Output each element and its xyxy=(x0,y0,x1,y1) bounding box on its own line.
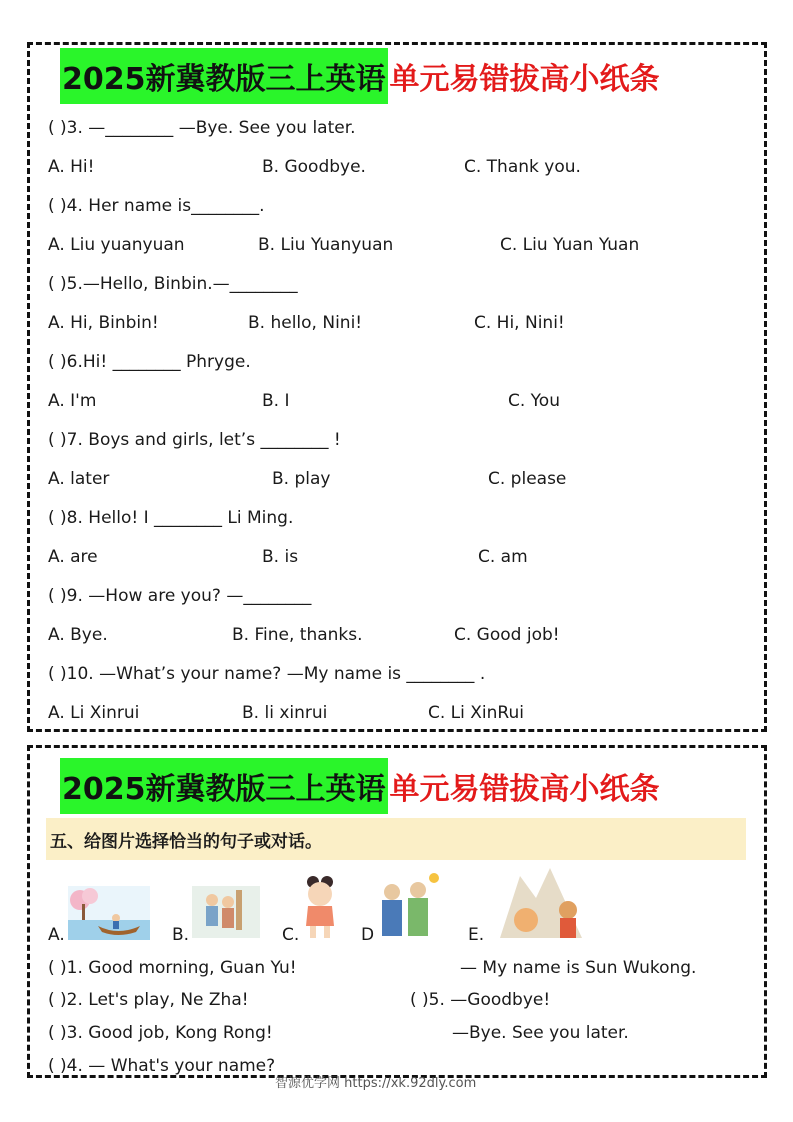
question-7-option-c: C. please xyxy=(488,469,567,489)
question-9-option-b: B. Fine, thanks. xyxy=(232,625,363,645)
title-red: 单元易错拔高小纸条 xyxy=(389,62,660,97)
pic-label-e: E. xyxy=(468,925,485,945)
picture-guan-yu-kong-rong xyxy=(374,870,444,940)
question-6: ( )6.Hi! ________ Phryge. xyxy=(48,352,251,372)
question-8: ( )8. Hello! I ________ Li Ming. xyxy=(48,508,294,528)
title-red: 单元易错拔高小纸条 xyxy=(389,772,660,807)
question-4-option-c: C. Liu Yuan Yuan xyxy=(500,235,640,255)
question-7-option-a: A. later xyxy=(48,469,110,489)
question-5-option-a: A. Hi, Binbin! xyxy=(48,313,159,333)
title-highlight: 2025新冀教版三上英语 xyxy=(60,48,388,104)
section-heading: 五、给图片选择恰当的句子或对话。 xyxy=(46,818,746,860)
match-reply-3: —Bye. See you later. xyxy=(452,1023,629,1043)
question-8-option-c: C. am xyxy=(478,547,528,567)
picture-people-scene xyxy=(192,886,260,938)
question-10: ( )10. —What’s your name? —My name is ________ . xyxy=(48,664,486,684)
question-10-option-a: A. Li Xinrui xyxy=(48,703,140,723)
match-item-2: ( )2. Let's play, Ne Zha! xyxy=(48,990,249,1010)
page-title-top xyxy=(60,48,660,104)
question-5: ( )5.—Hello, Binbin.—________ xyxy=(48,274,298,294)
worksheet-frame-top xyxy=(27,42,767,732)
question-3-option-b: B. Goodbye. xyxy=(262,157,366,177)
question-10-option-c: C. Li XinRui xyxy=(428,703,524,723)
question-6-option-b: B. I xyxy=(262,391,290,411)
match-item-5: ( )5. —Goodbye! xyxy=(410,990,551,1010)
pic-label-d: D xyxy=(361,925,375,945)
question-7-option-b: B. play xyxy=(272,469,331,489)
pic-label-c: C. xyxy=(282,925,300,945)
question-8-option-a: A. are xyxy=(48,547,98,567)
question-3: ( )3. —________ —Bye. See you later. xyxy=(48,118,356,138)
question-7: ( )7. Boys and girls, let’s ________ ! xyxy=(48,430,341,450)
match-reply-1: — My name is Sun Wukong. xyxy=(460,958,697,978)
question-9: ( )9. —How are you? —________ xyxy=(48,586,312,606)
pic-label-a: A. xyxy=(48,925,65,945)
question-4: ( )4. Her name is________. xyxy=(48,196,265,216)
question-6-option-c: C. You xyxy=(508,391,560,411)
question-8-option-b: B. is xyxy=(262,547,299,567)
question-9-option-a: A. Bye. xyxy=(48,625,108,645)
picture-ne-zha xyxy=(300,874,340,940)
title-highlight: 2025新冀教版三上英语 xyxy=(60,758,388,814)
match-item-4: ( )4. — What's your name? xyxy=(48,1056,276,1076)
question-4-option-a: A. Liu yuanyuan xyxy=(48,235,185,255)
question-5-option-b: B. hello, Nini! xyxy=(248,313,363,333)
question-3-option-a: A. Hi! xyxy=(48,157,95,177)
question-10-option-b: B. li xinrui xyxy=(242,703,328,723)
question-6-option-a: A. I'm xyxy=(48,391,97,411)
picture-sun-wukong xyxy=(490,862,590,942)
match-item-3: ( )3. Good job, Kong Rong! xyxy=(48,1023,273,1043)
pic-label-b: B. xyxy=(172,925,190,945)
picture-boat-scene xyxy=(68,886,150,940)
question-9-option-c: C. Good job! xyxy=(454,625,560,645)
footer-watermark: 智源优学网 https://xk.92dly.com xyxy=(275,1076,477,1091)
question-5-option-c: C. Hi, Nini! xyxy=(474,313,565,333)
page-title-bottom xyxy=(60,758,660,814)
question-3-option-c: C. Thank you. xyxy=(464,157,581,177)
question-4-option-b: B. Liu Yuanyuan xyxy=(258,235,394,255)
match-item-1: ( )1. Good morning, Guan Yu! xyxy=(48,958,297,978)
